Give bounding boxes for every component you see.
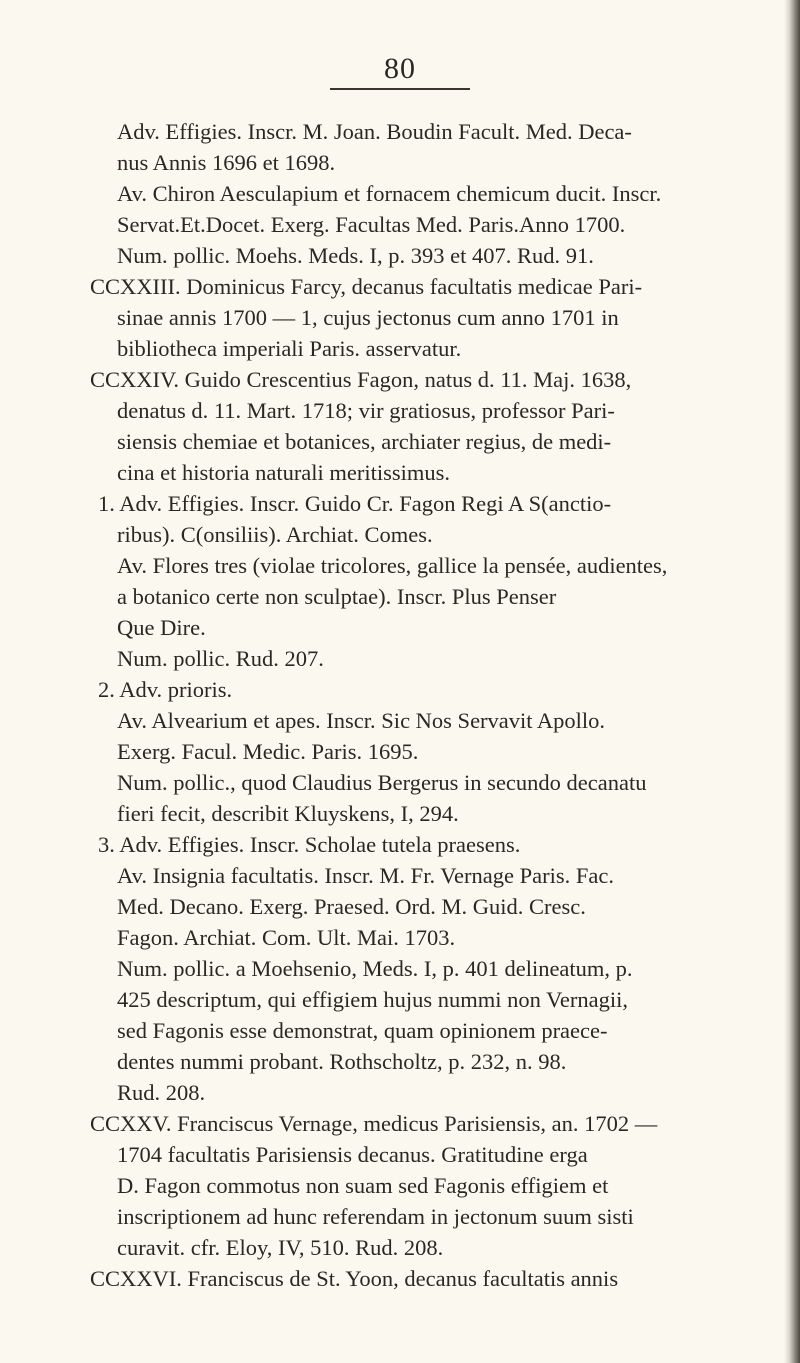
text-line: sinae annis 1700 — 1, cujus jectonus cum anno 1701 in [117, 305, 619, 330]
text-line: Num. pollic. a Moehsenio, Meds. I, p. 401 delineatum, p. [117, 956, 633, 981]
text-line: 1. Adv. Effigies. Inscr. Guido Cr. Fagon Regi A S(anctio- [98, 491, 612, 516]
text-line: nus Annis 1696 et 1698. [117, 150, 336, 175]
text-line: a botanico certe non sculptae). Inscr. Plus Penser [117, 584, 557, 609]
text-line: 1704 facultatis Parisiensis decanus. Gratitudine erga [117, 1142, 588, 1167]
header-rule [330, 88, 470, 90]
text-line: Que Dire. [117, 615, 206, 640]
text-line: CCXXVI. Franciscus de St. Yoon, decanus facultatis annis [90, 1266, 619, 1291]
text-line: siensis chemiae et botanices, archiater regius, de medi- [117, 429, 612, 454]
text-line: cina et historia naturali meritissimus. [117, 460, 451, 485]
text-line: Fagon. Archiat. Com. Ult. Mai. 1703. [117, 925, 456, 950]
text-line: curavit. cfr. Eloy, IV, 510. Rud. 208. [117, 1235, 444, 1260]
text-line: CCXXIV. Guido Crescentius Fagon, natus d. 11. Maj. 1638, [90, 367, 632, 392]
text-line: D. Fagon commotus non suam sed Fagonis effigiem et [117, 1173, 609, 1198]
text-line: Rud. 208. [117, 1080, 206, 1105]
text-line: 2. Adv. prioris. [98, 677, 233, 702]
text-line: CCXXIII. Dominicus Farcy, decanus facultatis medicae Pari- [90, 274, 643, 299]
text-line: ribus). C(onsiliis). Archiat. Comes. [117, 522, 433, 547]
text-line: Av. Alvearium et apes. Inscr. Sic Nos Servavit Apollo. [117, 708, 606, 733]
text-line: sed Fagonis esse demonstrat, quam opinionem praece- [117, 1018, 608, 1043]
text-line: bibliotheca imperiali Paris. asservatur. [117, 336, 462, 361]
text-line: Av. Insignia facultatis. Inscr. M. Fr. Vernage Paris. Fac. [117, 863, 614, 888]
text-line: fieri fecit, describit Kluyskens, I, 294. [117, 801, 459, 826]
text-line: Servat.Et.Docet. Exerg. Facultas Med. Paris.Anno 1700. [117, 212, 626, 237]
text-line: Adv. Effigies. Inscr. M. Joan. Boudin Facult. Med. Deca- [117, 119, 632, 144]
page-edge-shadow [784, 0, 800, 1363]
text-line: CCXXV. Franciscus Vernage, medicus Parisiensis, an. 1702 — [90, 1111, 658, 1136]
text-line: Med. Decano. Exerg. Praesed. Ord. M. Guid. Cresc. [117, 894, 586, 919]
text-line: Num. pollic., quod Claudius Bergerus in secundo decanatu [117, 770, 647, 795]
page-number: 80 [384, 52, 416, 85]
text-line: Exerg. Facul. Medic. Paris. 1695. [117, 739, 419, 764]
text-line: Num. pollic. Moehs. Meds. I, p. 393 et 407. Rud. 91. [117, 243, 594, 268]
text-line: denatus d. 11. Mart. 1718; vir gratiosus, professor Pari- [117, 398, 615, 423]
text-line: 3. Adv. Effigies. Inscr. Scholae tutela praesens. [98, 832, 521, 857]
text-line: Num. pollic. Rud. 207. [117, 646, 324, 671]
text-line: Av. Flores tres (violae tricolores, gallice la pensée, audientes, [117, 553, 668, 578]
text-line: dentes nummi probant. Rothscholtz, p. 232, n. 98. [117, 1049, 567, 1074]
text-line: 425 descriptum, qui effigiem hujus nummi non Vernagii, [117, 987, 628, 1012]
text-line: inscriptionem ad hunc referendam in jectonum suum sisti [117, 1204, 634, 1229]
text-line: Av. Chiron Aesculapium et fornacem chemicum ducit. Inscr. [117, 181, 662, 206]
